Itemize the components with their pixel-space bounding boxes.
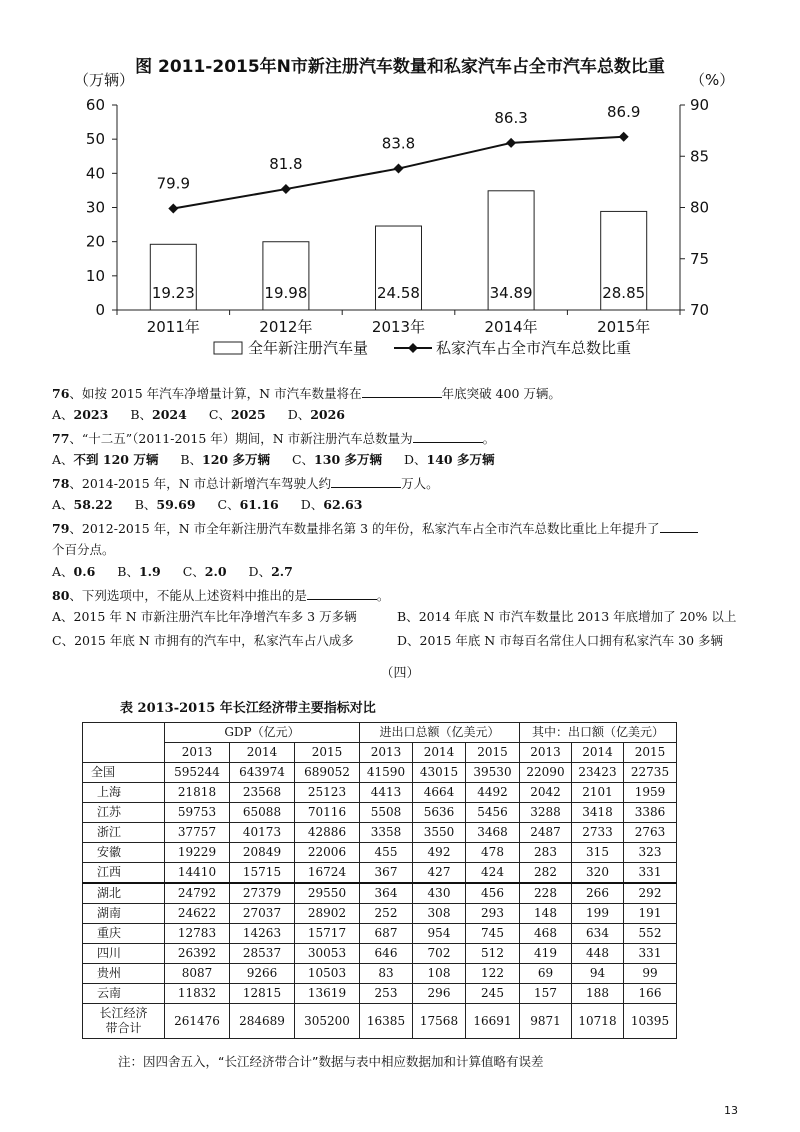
option-value: 不到 120 万辆 bbox=[73, 452, 159, 467]
table-cell: 702 bbox=[413, 944, 466, 964]
y-left-tick-label: 0 bbox=[95, 301, 105, 319]
option-value: 2014 年底 N 市汽车数量比 2013 年底增加了 20% 以上 bbox=[418, 609, 737, 624]
legend-bar-swatch bbox=[214, 342, 242, 354]
table-cell: 19229 bbox=[165, 843, 230, 863]
option-letter: B、 bbox=[397, 609, 419, 624]
bar-value-label: 19.98 bbox=[264, 284, 308, 302]
table-title: 表 2013-2015 年长江经济带主要指标对比 bbox=[120, 701, 376, 716]
table-row bbox=[83, 904, 677, 924]
option-letter: A、 bbox=[52, 609, 74, 624]
table-cell: 16385 bbox=[360, 1004, 413, 1039]
bar-value-label: 28.85 bbox=[602, 284, 646, 302]
table-cell: 261476 bbox=[165, 1004, 230, 1039]
table-row bbox=[83, 944, 677, 964]
table-cell: 191 bbox=[624, 904, 677, 924]
table-cell: 13619 bbox=[295, 984, 360, 1004]
question-stem bbox=[52, 474, 439, 493]
table-cell: 8087 bbox=[165, 964, 230, 984]
table-cell: 266 bbox=[572, 883, 624, 904]
table-cell: 69 bbox=[520, 964, 572, 984]
row-name: 四川 bbox=[83, 944, 165, 964]
year-header: 2013 bbox=[520, 743, 572, 763]
question-text-end: 年底突破 400 万辆。 bbox=[441, 386, 561, 401]
question-stem bbox=[52, 586, 389, 605]
option-value: 2025 bbox=[230, 407, 266, 422]
option-value: 2.0 bbox=[204, 564, 227, 579]
option bbox=[397, 632, 723, 650]
table-row bbox=[83, 984, 677, 1004]
row-name: 江苏 bbox=[83, 803, 165, 823]
row-name: 安徽 bbox=[83, 843, 165, 863]
column-group-header: GDP（亿元） bbox=[165, 723, 360, 743]
column-group-header: 其中：出口额（亿美元） bbox=[520, 723, 677, 743]
option bbox=[180, 452, 270, 467]
table-cell: 11832 bbox=[165, 984, 230, 1004]
table-header-row bbox=[83, 743, 677, 763]
table-cell: 26392 bbox=[165, 944, 230, 964]
x-tick-label: 2013年 bbox=[371, 318, 426, 336]
table-cell: 293 bbox=[466, 904, 520, 924]
table-cell: 492 bbox=[413, 843, 466, 863]
table-cell: 16691 bbox=[466, 1004, 520, 1039]
table-cell: 65088 bbox=[230, 803, 295, 823]
section-label: （四） bbox=[380, 666, 420, 681]
question-number: 80 bbox=[52, 588, 70, 603]
option bbox=[397, 608, 736, 626]
y-right-tick-label: 75 bbox=[690, 249, 710, 268]
page-number: 13 bbox=[724, 1104, 738, 1117]
x-tick-label: 2011年 bbox=[146, 318, 200, 336]
table-cell: 4664 bbox=[413, 783, 466, 803]
table-cell: 17568 bbox=[413, 1004, 466, 1039]
table-cell: 284689 bbox=[230, 1004, 295, 1039]
option-value: 130 多万辆 bbox=[314, 452, 382, 467]
x-tick-label: 2015年 bbox=[597, 318, 651, 336]
table-cell: 39530 bbox=[466, 763, 520, 783]
option-value: 61.16 bbox=[239, 497, 279, 512]
question-text: 、“十二五”（2011-2015 年）期间，N 市新注册汽车总数量为 bbox=[69, 431, 413, 446]
row-name: 贵州 bbox=[83, 964, 165, 984]
option-letter: C、 bbox=[52, 633, 75, 648]
option bbox=[288, 407, 345, 422]
option-row bbox=[52, 451, 516, 469]
table-cell: 2733 bbox=[572, 823, 624, 843]
option bbox=[301, 497, 363, 512]
table-cell: 5508 bbox=[360, 803, 413, 823]
option bbox=[52, 407, 108, 422]
table-row bbox=[83, 763, 677, 783]
table-cell: 22735 bbox=[624, 763, 677, 783]
table-header-row bbox=[83, 723, 677, 743]
table-cell: 10718 bbox=[572, 1004, 624, 1039]
table-cell: 282 bbox=[520, 863, 572, 884]
table-cell: 9871 bbox=[520, 1004, 572, 1039]
answer-blank bbox=[660, 519, 698, 533]
table-cell: 2042 bbox=[520, 783, 572, 803]
table-cell: 687 bbox=[360, 924, 413, 944]
table-cell: 634 bbox=[572, 924, 624, 944]
line-value-label: 86.3 bbox=[494, 108, 528, 127]
table-cell: 512 bbox=[466, 944, 520, 964]
option bbox=[52, 564, 95, 579]
table-cell: 188 bbox=[572, 984, 624, 1004]
question-stem bbox=[52, 519, 698, 538]
question-continuation: 个百分点。 bbox=[52, 542, 115, 557]
option-letter: D、 bbox=[248, 564, 272, 579]
year-header: 2014 bbox=[572, 743, 624, 763]
line-point bbox=[394, 164, 404, 174]
table-cell: 3418 bbox=[572, 803, 624, 823]
answer-blank bbox=[413, 429, 483, 443]
table-cell: 448 bbox=[572, 944, 624, 964]
table-row bbox=[83, 1004, 677, 1039]
y-left-tick-label: 40 bbox=[85, 164, 105, 183]
table-cell: 24622 bbox=[165, 904, 230, 924]
option-letter: C、 bbox=[291, 452, 315, 467]
table-cell: 478 bbox=[466, 843, 520, 863]
line-point bbox=[281, 184, 291, 194]
table-cell: 21818 bbox=[165, 783, 230, 803]
table-cell: 308 bbox=[413, 904, 466, 924]
question-text-end: 。 bbox=[482, 431, 496, 446]
question-text: 、2014-2015 年，N 市总计新增汽车驾驶人约 bbox=[69, 476, 332, 491]
option-letter: D、 bbox=[397, 633, 420, 648]
table-cell: 305200 bbox=[295, 1004, 360, 1039]
option-value: 1.9 bbox=[138, 564, 161, 579]
row-name: 浙江 bbox=[83, 823, 165, 843]
row-name: 云南 bbox=[83, 984, 165, 1004]
table-cell: 252 bbox=[360, 904, 413, 924]
table-cell: 427 bbox=[413, 863, 466, 884]
bar-value-label: 19.23 bbox=[151, 284, 195, 302]
y-right-tick-label: 70 bbox=[690, 301, 710, 319]
table-row bbox=[83, 783, 677, 803]
option-letter: B、 bbox=[117, 564, 139, 579]
table-cell: 595244 bbox=[165, 763, 230, 783]
table-cell: 14263 bbox=[230, 924, 295, 944]
option-letter: B、 bbox=[134, 497, 157, 512]
table-cell: 331 bbox=[624, 863, 677, 884]
row-name: 重庆 bbox=[83, 924, 165, 944]
option-letter: C、 bbox=[208, 407, 231, 422]
option-row bbox=[52, 608, 737, 626]
table-cell: 10395 bbox=[624, 1004, 677, 1039]
option-letter: D、 bbox=[404, 452, 427, 467]
table-cell: 456 bbox=[466, 883, 520, 904]
table-cell: 367 bbox=[360, 863, 413, 884]
option-row bbox=[52, 496, 384, 514]
option-value: 140 多万辆 bbox=[426, 452, 495, 467]
question-number: 78 bbox=[52, 476, 70, 491]
table-cell: 3386 bbox=[624, 803, 677, 823]
table-cell: 40173 bbox=[230, 823, 295, 843]
table-cell: 25123 bbox=[295, 783, 360, 803]
table-cell: 10503 bbox=[295, 964, 360, 984]
question-text-end: 万人。 bbox=[401, 476, 439, 491]
table-cell: 27379 bbox=[230, 883, 295, 904]
option-value: 120 多万辆 bbox=[202, 452, 270, 467]
table-cell: 70116 bbox=[295, 803, 360, 823]
option-letter: A、 bbox=[52, 564, 74, 579]
y-right-tick-label: 90 bbox=[690, 96, 710, 114]
year-header: 2014 bbox=[230, 743, 295, 763]
table-cell: 646 bbox=[360, 944, 413, 964]
table-cell: 2487 bbox=[520, 823, 572, 843]
table-cell: 296 bbox=[413, 984, 466, 1004]
data-table bbox=[82, 722, 677, 1039]
table-row bbox=[83, 924, 677, 944]
table-cell: 16724 bbox=[295, 863, 360, 884]
row-name: 全国 bbox=[83, 763, 165, 783]
option-value: 2015 年底 N 市每百名常住人口拥有私家汽车 30 多辆 bbox=[419, 633, 724, 648]
table-cell: 292 bbox=[624, 883, 677, 904]
table-cell: 228 bbox=[520, 883, 572, 904]
table-cell: 148 bbox=[520, 904, 572, 924]
table-cell: 41590 bbox=[360, 763, 413, 783]
option-row bbox=[52, 563, 315, 581]
option-letter: A、 bbox=[52, 452, 74, 467]
option-value: 59.69 bbox=[156, 497, 196, 512]
year-header: 2015 bbox=[466, 743, 520, 763]
option bbox=[117, 564, 160, 579]
table-cell: 166 bbox=[624, 984, 677, 1004]
column-group-header: 进出口总额（亿美元） bbox=[360, 723, 520, 743]
line-value-label: 86.9 bbox=[606, 102, 641, 121]
option-value: 2024 bbox=[152, 407, 187, 422]
table-cell: 2101 bbox=[572, 783, 624, 803]
table-cell: 3288 bbox=[520, 803, 572, 823]
option-letter: A、 bbox=[52, 407, 74, 422]
year-header: 2015 bbox=[624, 743, 677, 763]
table-row bbox=[83, 863, 677, 884]
option bbox=[52, 609, 357, 624]
table-cell: 331 bbox=[624, 944, 677, 964]
line-point bbox=[506, 138, 516, 148]
answer-blank bbox=[307, 586, 377, 600]
y-right-tick-label: 80 bbox=[690, 198, 710, 217]
option bbox=[404, 452, 494, 467]
table-cell: 29550 bbox=[295, 883, 360, 904]
table-cell: 552 bbox=[624, 924, 677, 944]
answer-blank bbox=[362, 384, 442, 398]
option-letter: D、 bbox=[287, 407, 311, 422]
y-left-tick-label: 30 bbox=[85, 198, 105, 217]
row-name: 湖南 bbox=[83, 904, 165, 924]
year-header: 2013 bbox=[360, 743, 413, 763]
table-cell: 27037 bbox=[230, 904, 295, 924]
question-stem bbox=[52, 384, 561, 403]
table-cell: 245 bbox=[466, 984, 520, 1004]
option bbox=[218, 497, 279, 512]
question-text: 、2012-2015 年，N 市全年新注册汽车数量排名第 3 的年份，私家汽车占全市汽车总数比重比上年提升了 bbox=[69, 521, 660, 536]
table-cell: 15717 bbox=[295, 924, 360, 944]
line-point bbox=[619, 132, 629, 142]
row-name: 上海 bbox=[83, 783, 165, 803]
table-row bbox=[83, 803, 677, 823]
row-name bbox=[83, 1004, 165, 1039]
table-cell: 2763 bbox=[624, 823, 677, 843]
option-value: 2026 bbox=[310, 407, 346, 422]
table-cell: 15715 bbox=[230, 863, 295, 884]
y-right-axis-label: （%） bbox=[690, 71, 735, 89]
line-value-label: 83.8 bbox=[381, 134, 416, 153]
table-cell: 30053 bbox=[295, 944, 360, 964]
year-header: 2013 bbox=[165, 743, 230, 763]
table-cell: 424 bbox=[466, 863, 520, 884]
option bbox=[52, 497, 113, 512]
table-cell: 23568 bbox=[230, 783, 295, 803]
chart bbox=[0, 70, 800, 370]
table-row bbox=[83, 964, 677, 984]
year-header: 2014 bbox=[413, 743, 466, 763]
line-value-label: 79.9 bbox=[156, 174, 191, 193]
y-left-tick-label: 20 bbox=[85, 232, 105, 251]
table-cell: 4413 bbox=[360, 783, 413, 803]
question-number: 77 bbox=[52, 431, 70, 446]
x-tick-label: 2014年 bbox=[484, 318, 538, 336]
table-cell: 3358 bbox=[360, 823, 413, 843]
question-stem bbox=[52, 429, 495, 448]
bar-value-label: 24.58 bbox=[377, 284, 420, 302]
table-cell: 4492 bbox=[466, 783, 520, 803]
option-value: 2023 bbox=[73, 407, 109, 422]
option-value: 2015 年底 N 市拥有的汽车中，私家汽车占八成多 bbox=[74, 633, 354, 648]
legend-line-label: 私家汽车占全市汽车总数比重 bbox=[436, 339, 632, 357]
table-cell: 430 bbox=[413, 883, 466, 904]
table-cell: 28902 bbox=[295, 904, 360, 924]
table-cell: 37757 bbox=[165, 823, 230, 843]
question-number: 79 bbox=[52, 521, 70, 536]
bar-value-label: 34.89 bbox=[489, 284, 533, 302]
option bbox=[249, 564, 293, 579]
y-right-tick-label: 85 bbox=[690, 147, 710, 166]
table-cell: 5456 bbox=[466, 803, 520, 823]
table-cell: 59753 bbox=[165, 803, 230, 823]
row-name-line: 带合计 bbox=[105, 1021, 142, 1035]
table-cell: 99 bbox=[624, 964, 677, 984]
option-letter: C、 bbox=[182, 564, 205, 579]
table-cell: 455 bbox=[360, 843, 413, 863]
table-cell: 22006 bbox=[295, 843, 360, 863]
y-left-axis-label: （万辆） bbox=[74, 71, 135, 89]
legend-line-marker bbox=[408, 343, 418, 353]
table-cell: 315 bbox=[572, 843, 624, 863]
table-cell: 745 bbox=[466, 924, 520, 944]
option bbox=[292, 452, 382, 467]
table-cell: 1959 bbox=[624, 783, 677, 803]
row-name: 江西 bbox=[83, 863, 165, 884]
option-value: 62.63 bbox=[323, 497, 363, 512]
table-cell: 954 bbox=[413, 924, 466, 944]
table-cell: 283 bbox=[520, 843, 572, 863]
table-cell: 419 bbox=[520, 944, 572, 964]
table-cell: 83 bbox=[360, 964, 413, 984]
y-left-tick-label: 50 bbox=[85, 130, 105, 149]
footnote: 注：因四舍五入，“长江经济带合计”数据与表中相应数据加和计算值略有误差 bbox=[118, 1054, 544, 1069]
line-value-label: 81.8 bbox=[269, 155, 303, 174]
option bbox=[52, 633, 354, 648]
table-row bbox=[83, 843, 677, 863]
table-cell: 157 bbox=[520, 984, 572, 1004]
table-corner-cell bbox=[83, 723, 165, 763]
table-cell: 12783 bbox=[165, 924, 230, 944]
question-text-end: 。 bbox=[376, 588, 390, 603]
table-row bbox=[83, 823, 677, 843]
option-value: 0.6 bbox=[73, 564, 96, 579]
option-letter: B、 bbox=[180, 452, 203, 467]
legend-bar-label: 全年新注册汽车量 bbox=[248, 339, 369, 357]
option bbox=[183, 564, 227, 579]
table-cell: 24792 bbox=[165, 883, 230, 904]
option-row bbox=[52, 632, 724, 650]
table-cell: 253 bbox=[360, 984, 413, 1004]
question-text: 、下列选项中，不能从上述资料中推出的是 bbox=[69, 588, 307, 603]
x-tick-label: 2012年 bbox=[259, 318, 313, 336]
option-letter: C、 bbox=[217, 497, 240, 512]
table-cell: 12815 bbox=[230, 984, 295, 1004]
option bbox=[209, 407, 266, 422]
question-text: 、如按 2015 年汽车净增量计算，N 市汽车数量将在 bbox=[69, 386, 362, 401]
table-cell: 14410 bbox=[165, 863, 230, 884]
option-letter: A、 bbox=[52, 497, 74, 512]
table-cell: 108 bbox=[413, 964, 466, 984]
table-cell: 43015 bbox=[413, 763, 466, 783]
table-cell: 3468 bbox=[466, 823, 520, 843]
option bbox=[130, 407, 186, 422]
table-cell: 199 bbox=[572, 904, 624, 924]
line-point bbox=[168, 204, 178, 214]
table-cell: 42886 bbox=[295, 823, 360, 843]
option-letter: D、 bbox=[300, 497, 324, 512]
table-cell: 122 bbox=[466, 964, 520, 984]
table-cell: 689052 bbox=[295, 763, 360, 783]
table-cell: 643974 bbox=[230, 763, 295, 783]
chart-title: 图 2011-2015年N市新注册汽车数量和私家汽车占全市汽车总数比重 bbox=[135, 57, 665, 77]
y-left-tick-label: 60 bbox=[85, 96, 105, 114]
answer-blank bbox=[331, 474, 401, 488]
option-row bbox=[52, 406, 367, 424]
table-cell: 320 bbox=[572, 863, 624, 884]
table-cell: 468 bbox=[520, 924, 572, 944]
year-header: 2015 bbox=[295, 743, 360, 763]
table-cell: 5636 bbox=[413, 803, 466, 823]
question-number: 76 bbox=[52, 386, 70, 401]
row-name: 湖北 bbox=[83, 883, 165, 904]
option bbox=[52, 452, 158, 467]
option-value: 2015 年 N 市新注册汽车比年净增汽车多 3 万多辆 bbox=[73, 609, 357, 624]
table-cell: 323 bbox=[624, 843, 677, 863]
table-cell: 23423 bbox=[572, 763, 624, 783]
table-cell: 28537 bbox=[230, 944, 295, 964]
row-name-line: 长江经济 bbox=[99, 1006, 148, 1020]
table-cell: 9266 bbox=[230, 964, 295, 984]
table-cell: 22090 bbox=[520, 763, 572, 783]
option-letter: B、 bbox=[130, 407, 153, 422]
option-value: 58.22 bbox=[73, 497, 113, 512]
table-cell: 3550 bbox=[413, 823, 466, 843]
option-value: 2.7 bbox=[271, 564, 293, 579]
option bbox=[135, 497, 196, 512]
table-cell: 94 bbox=[572, 964, 624, 984]
table-cell: 20849 bbox=[230, 843, 295, 863]
table-cell: 364 bbox=[360, 883, 413, 904]
y-left-tick-label: 10 bbox=[85, 266, 105, 285]
table-row bbox=[83, 883, 677, 904]
